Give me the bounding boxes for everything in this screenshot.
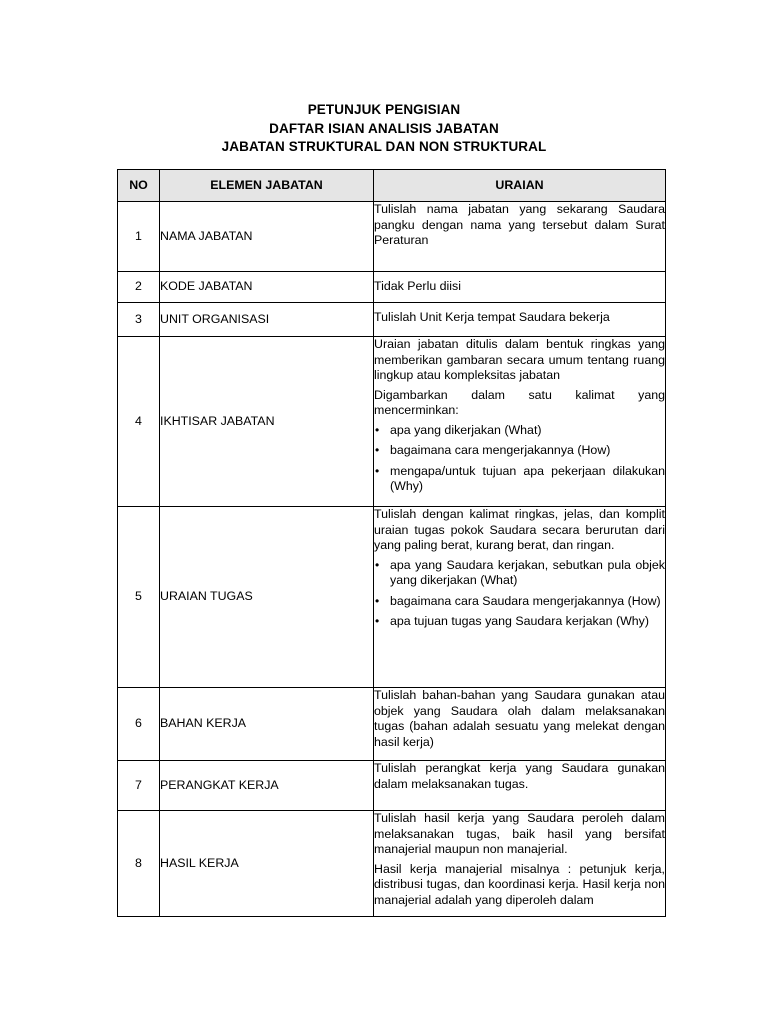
description-paragraph: Uraian jabatan ditulis dalam bentuk ringkas yang memberikan gambaran secara umum tentang ruang lingkup atau kompleksitas jabatan	[374, 337, 665, 382]
title-line-1: PETUNJUK PENGISIAN	[307, 102, 461, 117]
bullet-icon: •	[375, 593, 380, 608]
row-description	[374, 202, 666, 272]
row-description	[374, 303, 666, 337]
bullet-icon: •	[375, 557, 380, 572]
header-element: ELEMEN JABATAN	[160, 170, 374, 202]
row-description	[374, 688, 666, 761]
bullet-item	[374, 614, 665, 630]
row-element: HASIL KERJA	[160, 811, 374, 917]
bullet-icon: •	[375, 463, 380, 478]
description-paragraph: Tulislah perangkat kerja yang Saudara gunakan dalam melaksanakan tugas.	[374, 761, 665, 791]
title-line-3: JABATAN STRUKTURAL DAN NON STRUKTURAL	[221, 139, 547, 154]
document-title-block	[0, 101, 768, 157]
row-number: 2	[118, 272, 160, 303]
row-element: PERANGKAT KERJA	[160, 761, 374, 811]
bullet-item	[374, 558, 665, 589]
row-number: 8	[118, 811, 160, 917]
table-row	[118, 761, 666, 811]
description-paragraph: Tulislah Unit Kerja tempat Saudara bekerja	[374, 309, 610, 324]
bullet-item	[374, 443, 665, 459]
row-description	[374, 507, 666, 688]
table-row	[118, 303, 666, 337]
bullet-item	[374, 423, 665, 439]
description-paragraph: Tulislah bahan-bahan yang Saudara gunakan atau objek yang Saudara olah dalam melaksanakan tugas (bahan adalah sesuatu yang melekat dengan hasil kerja)	[374, 688, 665, 749]
bullet-text: bagaimana cara mengerjakannya (How)	[390, 443, 611, 457]
row-description	[374, 811, 666, 917]
bullet-text: apa yang Saudara kerjakan, sebutkan pula objek yang dikerjakan (What)	[390, 557, 665, 587]
row-number: 6	[118, 688, 160, 761]
bullet-text: apa tujuan tugas yang Saudara kerjakan (Why)	[390, 614, 649, 628]
description-paragraph: Tulislah dengan kalimat ringkas, jelas, dan komplit uraian tugas pokok Saudara secara berurutan dari yang paling berat, kurang berat, dan ringan.	[374, 507, 665, 552]
description-paragraph: Tulislah hasil kerja yang Saudara peroleh dalam melaksanakan tugas, baik hasil yang bersifat manajerial maupun non manajerial.	[374, 811, 665, 856]
row-element: IKHTISAR JABATAN	[160, 337, 374, 507]
bullet-icon: •	[375, 422, 380, 437]
bullet-list	[374, 423, 665, 495]
bullet-icon: •	[375, 443, 380, 457]
table-row	[118, 507, 666, 688]
bullet-text: mengapa/untuk tujuan apa pekerjaan dilakukan (Why)	[390, 463, 665, 493]
table-row	[118, 811, 666, 917]
description-paragraph: Digambarkan dalam satu kalimat yang mencerminkan:	[374, 387, 665, 417]
row-number: 7	[118, 761, 160, 811]
row-number: 1	[118, 202, 160, 272]
row-element: NAMA JABATAN	[160, 202, 374, 272]
row-element: KODE JABATAN	[160, 272, 374, 303]
row-description	[374, 337, 666, 507]
header-description: URAIAN	[374, 170, 666, 202]
description-paragraph: Tidak Perlu diisi	[374, 279, 461, 294]
instruction-table	[117, 169, 666, 917]
row-number: 3	[118, 303, 160, 337]
table-row	[118, 337, 666, 507]
row-element: URAIAN TUGAS	[160, 507, 374, 688]
row-element: BAHAN KERJA	[160, 688, 374, 761]
description-paragraph: Tulislah nama jabatan yang sekarang Saudara pangku dengan nama yang tersebut dalam Surat Peraturan	[374, 202, 665, 247]
bullet-item	[374, 464, 665, 495]
row-description	[374, 761, 666, 811]
bullet-text: apa yang dikerjakan (What)	[390, 422, 542, 437]
row-number: 5	[118, 507, 160, 688]
header-no: NO	[118, 170, 160, 202]
table-header-row	[118, 170, 666, 202]
bullet-icon: •	[375, 614, 380, 628]
table-row	[118, 272, 666, 303]
title-line-2: DAFTAR ISIAN ANALISIS JABATAN	[269, 120, 499, 136]
bullet-list	[374, 558, 665, 630]
bullet-item	[374, 594, 665, 610]
bullet-text: bagaimana cara Saudara mengerjakannya (How)	[390, 593, 661, 608]
row-element: UNIT ORGANISASI	[160, 303, 374, 337]
row-description	[374, 272, 666, 303]
description-paragraph: Hasil kerja manajerial misalnya : petunjuk kerja, distribusi tugas, dan koordinasi kerja. Hasil kerja non manajerial adalah yang diperoleh dalam	[374, 861, 665, 907]
table-row	[118, 688, 666, 761]
table-row	[118, 202, 666, 272]
row-number: 4	[118, 337, 160, 507]
